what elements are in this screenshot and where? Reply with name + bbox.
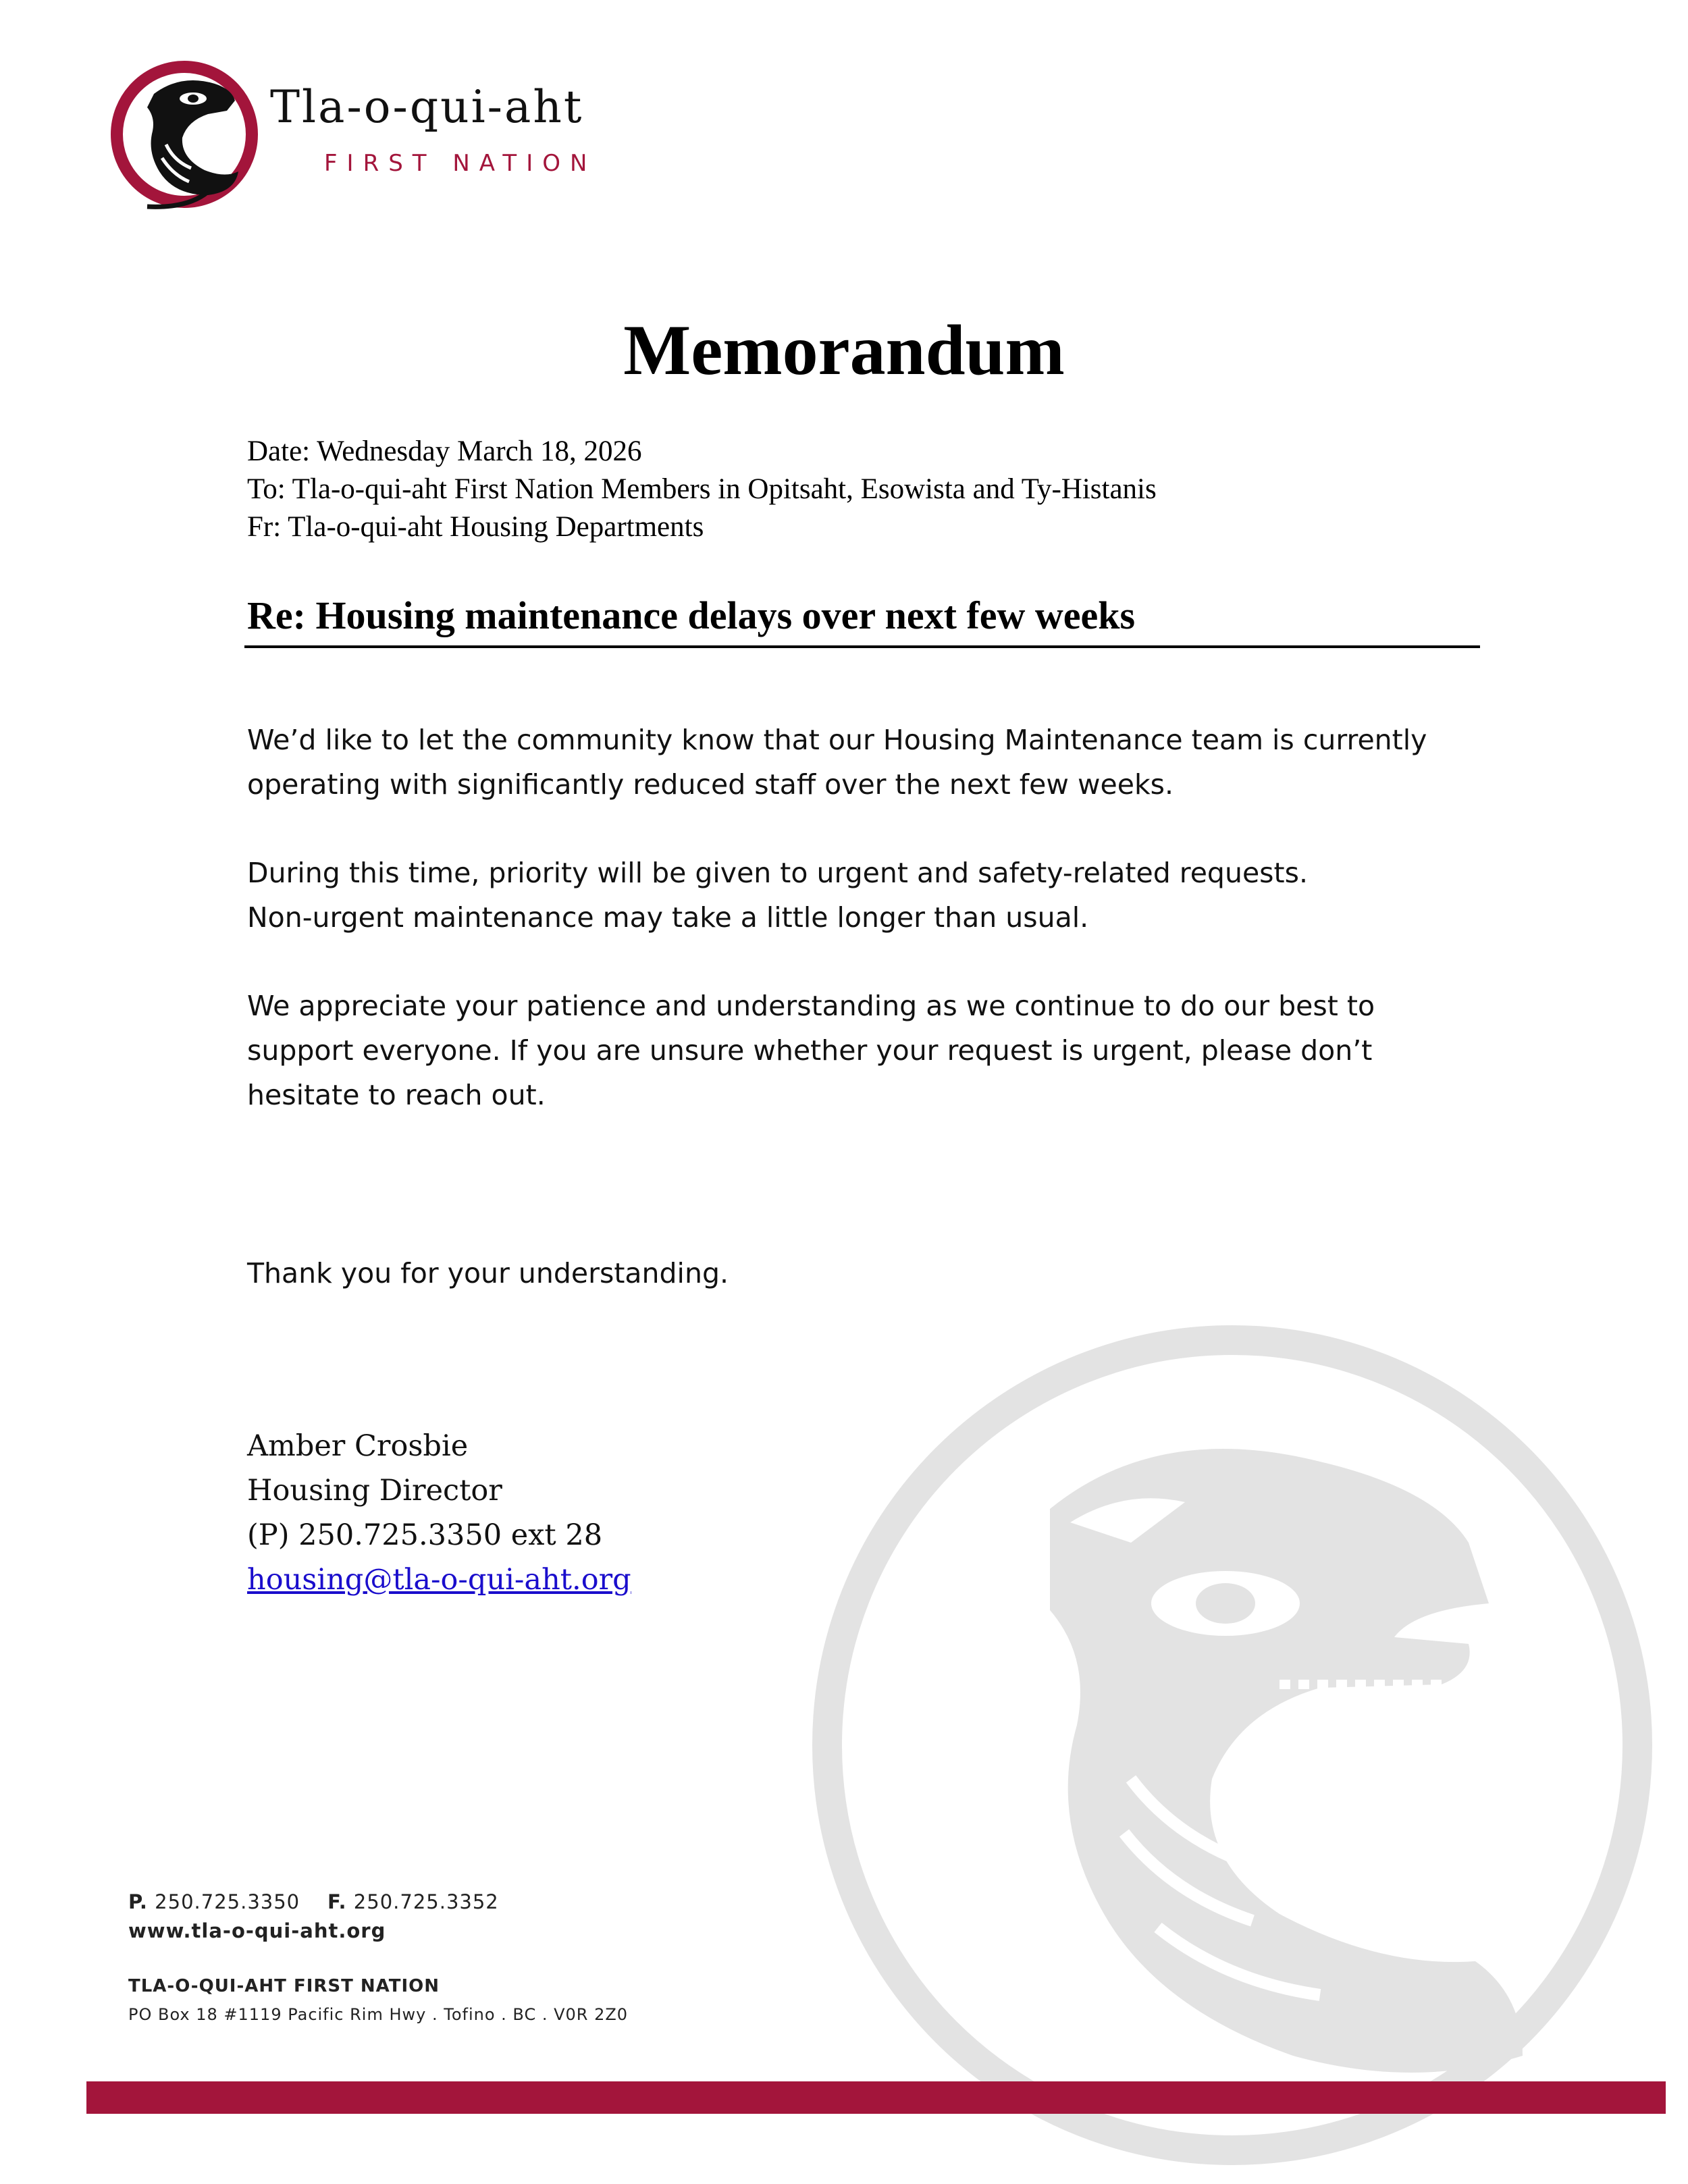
body-line: hesitate to reach out. [247,1079,546,1111]
memo-subject: Re: Housing maintenance delays over next few weeks [247,593,1136,637]
body-line: Non-urgent maintenance may take a little longer than usual. [247,901,1089,934]
signature-name: Amber Crosbie [247,1429,469,1463]
footer-fax: 250.725.3352 [353,1890,499,1913]
body-paragraph-1 [247,718,1530,807]
memo-recipients: To: Tla-o-qui-aht First Nation Members in Opitsaht, Esowista and Ty-Histanis [247,473,1157,505]
body-line: operating with significantly reduced staff over the next few weeks. [247,768,1174,801]
organization-subtitle: FIRST NATION [324,150,597,177]
serpent-watermark-icon [807,1320,1658,2170]
footer-contact-numbers [128,1890,499,1913]
body-line: We appreciate your patience and understanding as we continue to do our best to [247,990,1375,1022]
body-paragraph-3 [247,984,1530,1117]
subject-divider [244,645,1480,648]
body-line: Thank you for your understanding. [247,1257,729,1289]
body-line: We’d like to let the community know that our Housing Maintenance team is currently [247,724,1427,756]
body-line: During this time, priority will be given to urgent and safety-related requests. [247,857,1308,889]
signature-title: Housing Director [247,1474,502,1508]
phone-label: P. [128,1890,148,1913]
memo-date: Date: Wednesday March 18, 2026 [247,435,642,467]
signature-email-link[interactable]: housing@tla-o-qui-aht.org [247,1563,631,1597]
fax-label: F. [327,1890,347,1913]
footer-phone: 250.725.3350 [155,1890,300,1913]
organization-name: Tla-o-qui-aht [270,81,584,133]
footer-organization: TLA-O-QUI-AHT FIRST NATION [128,1976,440,1996]
body-paragraph-2 [247,851,1530,940]
footer-address: PO Box 18 #1119 Pacific Rim Hwy . Tofino . BC . V0R 2Z0 [128,2005,629,2024]
footer-accent-bar [86,2081,1666,2114]
footer-website[interactable]: www.tla-o-qui-aht.org [128,1919,386,1942]
body-line: support everyone. If you are unsure whether your request is urgent, please don’t [247,1034,1373,1067]
memo-title: Memorandum [623,311,1065,390]
signature-phone: (P) 250.725.3350 ext 28 [247,1518,603,1552]
serpent-emblem-icon [107,57,262,212]
memo-sender: Fr: Tla-o-qui-aht Housing Departments [247,511,704,543]
closing-line [247,1251,1530,1296]
